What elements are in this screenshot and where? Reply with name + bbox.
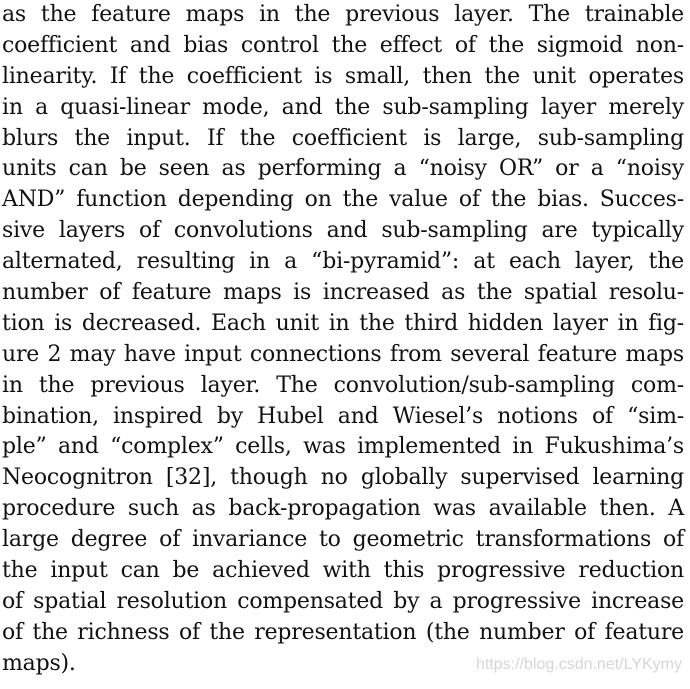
text-line: number of feature maps is increased as the spatial resolu- — [2, 280, 684, 306]
text-line: alternated, resulting in a “bi-pyramid”: at each layer, the — [2, 249, 684, 275]
text-line: coefficient and bias control the effect of the sigmoid non- — [2, 32, 684, 58]
text-line: bination, inspired by Hubel and Wiesel’s notions of “sim- — [2, 403, 684, 429]
text-line: blurs the input. If the coefficient is large, sub-sampling — [2, 125, 684, 151]
text-line: of spatial resolution compensated by a progressive increase — [2, 588, 684, 614]
text-line: ure 2 may have input connections from several feature maps — [2, 341, 684, 367]
text-line: Neocognitron [32], though no globally supervised learning — [2, 465, 684, 491]
text-line: tion is decreased. Each unit in the third hidden layer in fig- — [2, 310, 684, 336]
text-line: the input can be achieved with this progressive reduction — [2, 558, 684, 584]
text-line: of the richness of the representation (the number of feature — [2, 619, 684, 645]
body-paragraph — [2, 0, 684, 680]
text-line: in the previous layer. The convolution/sub-sampling com- — [2, 372, 684, 398]
text-line: procedure such as back-propagation was available then. A — [2, 496, 684, 522]
text-line: maps). — [2, 650, 76, 676]
text-line: in a quasi-linear mode, and the sub-sampling layer merely — [2, 94, 684, 120]
text-line: sive layers of convolutions and sub-sampling are typically — [2, 218, 684, 244]
text-line: linearity. If the coefficient is small, then the unit operates — [2, 63, 684, 89]
watermark: https://blog.csdn.net/LYKymy — [475, 656, 682, 673]
text-line: ple” and “complex” cells, was implemented in Fukushima’s — [2, 434, 684, 460]
text-line: large degree of invariance to geometric transformations of — [2, 527, 684, 553]
text-line: units can be seen as performing a “noisy OR” or a “noisy — [2, 156, 684, 182]
text-line: AND” function depending on the value of the bias. Succes- — [2, 187, 684, 213]
text-line: as the feature maps in the previous layer. The trainable — [2, 2, 684, 27]
